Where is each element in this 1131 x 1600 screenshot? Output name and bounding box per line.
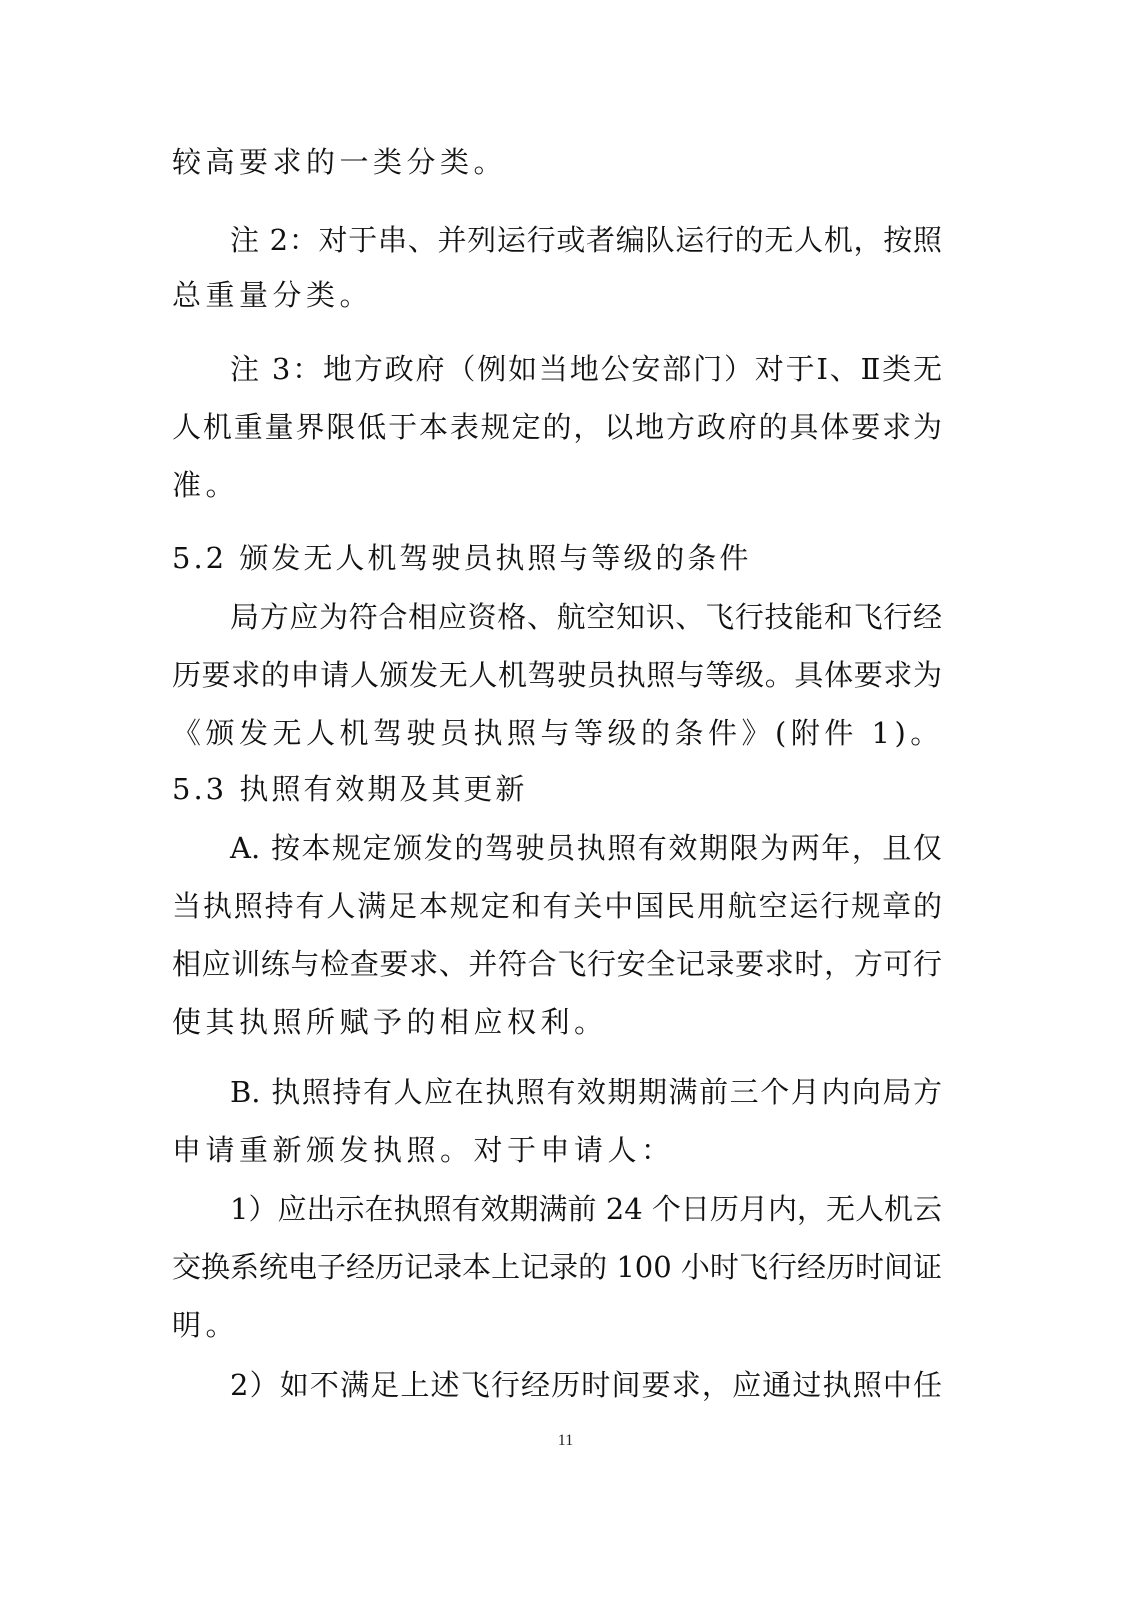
text-line: 当执照持有人满足本规定和有关中国民用航空运行规章的 [172,889,942,923]
text-line: 交换系统电子经历记录本上记录的 100 小时飞行经历时间证 [172,1250,942,1284]
text-line: 相应训练与检查要求、并符合飞行安全记录要求时，方可行 [172,947,942,981]
text-line: 局方应为符合相应资格、航空知识、飞行技能和飞行经 [230,600,942,634]
note-2-line: 注 2：对于串、并列运行或者编队运行的无人机，按照 [230,223,942,257]
text-line: 《颁发无人机驾驶员执照与等级的条件》(附件 1)。 [172,716,944,750]
item-1-line: 1）应出示在执照有效期满前 24 个日历月内，无人机云 [230,1192,942,1226]
text-line: 历要求的申请人颁发无人机驾驶员执照与等级。具体要求为 [172,658,942,692]
text-line: 申请重新颁发执照。对于申请人： [172,1133,675,1167]
clause-a-line: A. 按本规定颁发的驾驶员执照有效期限为两年，且仅 [230,831,942,865]
text-line: 准。 [172,468,240,502]
page-number: 11 [557,1432,574,1449]
section-heading-5-2: 5.2 颁发无人机驾驶员执照与等级的条件 [172,541,752,575]
text-line: 总重量分类。 [172,278,374,312]
text-line: 使其执照所赋予的相应权利。 [172,1005,608,1039]
text-line: 人机重量界限低于本表规定的，以地方政府的具体要求为 [172,410,942,444]
section-heading-5-3: 5.3 执照有效期及其更新 [172,772,528,806]
clause-b-line: B. 执照持有人应在执照有效期期满前三个月内向局方 [230,1075,942,1109]
note-3-line: 注 3：地方政府（例如当地公安部门）对于Ⅰ、Ⅱ类无 [230,352,942,386]
item-2-line: 2）如不满足上述飞行经历时间要求，应通过执照中任 [230,1368,942,1402]
text-line: 较高要求的一类分类。 [172,145,508,179]
text-line: 明。 [172,1308,240,1342]
